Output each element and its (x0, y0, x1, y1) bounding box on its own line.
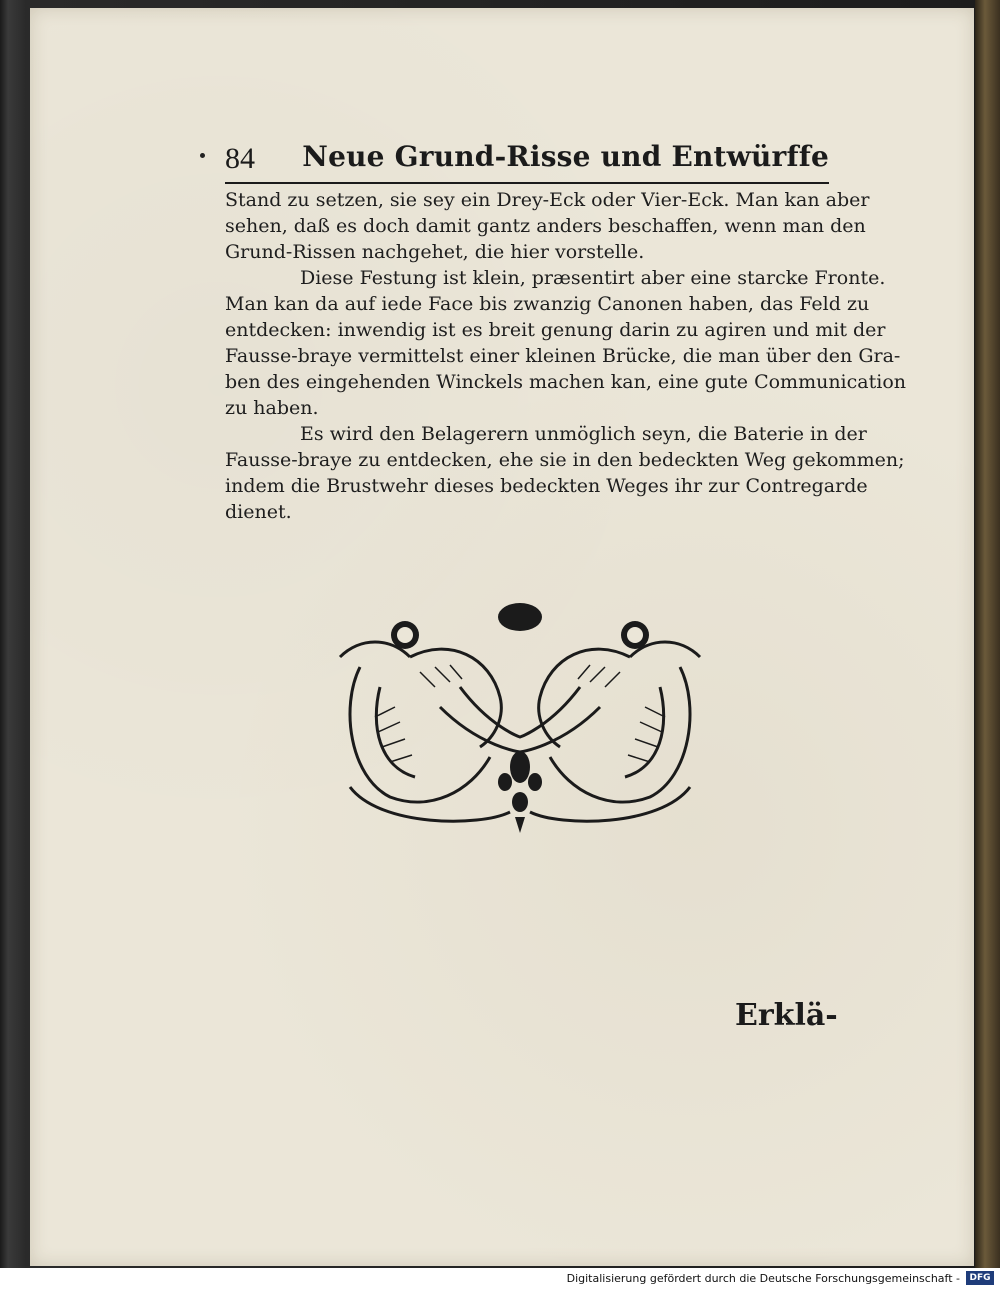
text-line: Stand zu setzen, sie sey ein Drey-Eck oder Vier-Eck. Man kan aber (225, 189, 870, 211)
body-text (225, 187, 906, 525)
text-line: ben des eingehenden Winckels machen kan, eine gute Communication (225, 371, 906, 393)
text-line: Fausse-braye zu entdecken, ehe sie in den bedeckten Weg gekommen; (225, 449, 905, 471)
running-title: Neue Grund-Risse und Entwürffe (302, 140, 829, 173)
text-line: Diese Festung ist klein, præsentirt aber eine starcke Fronte. (300, 267, 886, 289)
margin-dot (200, 153, 205, 158)
text-line: dienet. (225, 501, 292, 523)
dfg-logo-icon: DFG (966, 1271, 994, 1285)
page-number: 84 (225, 142, 255, 175)
woodcut-ornament-icon (320, 597, 720, 837)
page-header (225, 140, 829, 184)
text-line: zu haben. (225, 397, 319, 419)
book-edge (975, 0, 1000, 1268)
digitization-credit: Digitalisierung gefördert durch die Deutsche Forschungsgemeinschaft - (566, 1272, 960, 1285)
catchword: Erklä- (735, 998, 838, 1033)
text-line: Es wird den Belagerern unmöglich seyn, die Baterie in der (300, 423, 867, 445)
text-line: entdecken: inwendig ist es breit genung darin zu agiren und mit der (225, 319, 886, 341)
text-line: Fausse-braye vermittelst einer kleinen Brücke, die man über den Gra- (225, 345, 901, 367)
text-line: sehen, daß es doch damit gantz anders beschaffen, wenn man den (225, 215, 866, 237)
text-line: indem die Brustwehr dieses bedeckten Weges ihr zur Contregarde (225, 475, 868, 497)
text-line: Man kan da auf iede Face bis zwanzig Canonen haben, das Feld zu (225, 293, 870, 315)
text-line: Grund-Rissen nachgehet, die hier vorstelle. (225, 241, 645, 263)
